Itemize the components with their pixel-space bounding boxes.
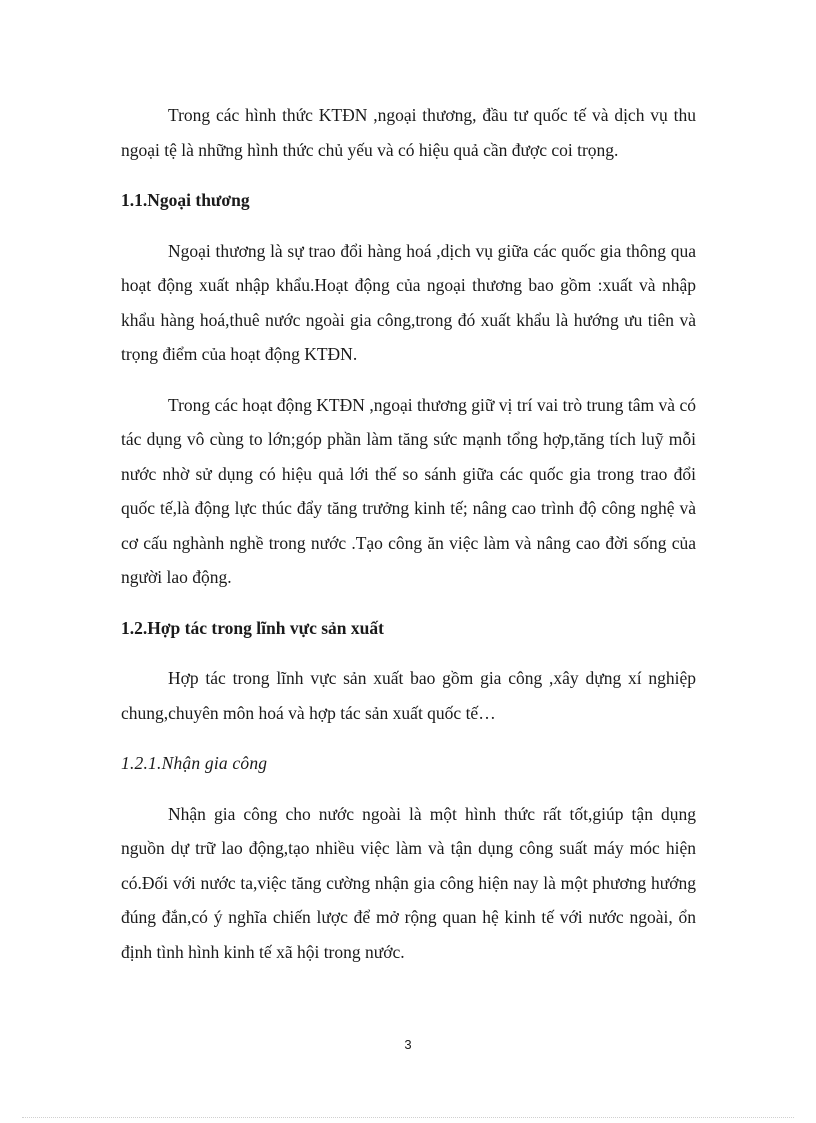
page-content	[121, 98, 696, 985]
page-bottom-edge	[22, 1117, 794, 1118]
paragraph-foreign-trade-definition: Ngoại thương là sự trao đổi hàng hoá ,dịch vụ giữa các quốc gia thông qua hoạt động xuất nhập khẩu.Hoạt động của ngoại thương bao gồm :xuất và nhập khẩu hàng hoá,thuê nước ngoài gia công,trong đó xuất khẩu là hướng ưu tiên và trọng điểm của hoạt động KTĐN.	[121, 240, 696, 364]
section-heading-1-2: 1.2.Hợp tác trong lĩnh vực sản xuất	[121, 617, 384, 638]
paragraph-production-cooperation: Hợp tác trong lĩnh vực sản xuất bao gồm gia công ,xây dựng xí nghiệp chung,chuyên môn hoá và hợp tác sản xuất quốc tế…	[121, 668, 696, 723]
page-number: 3	[404, 1037, 412, 1052]
paragraph-processing: Nhận gia công cho nước ngoài là một hình thức rất tốt,giúp tận dụng nguồn dự trữ lao động,tạo nhiều việc làm và tận dụng công suất máy móc hiện có.Đối với nước ta,việc tăng cường nhận gia công hiện nay là một phương hướng đúng đắn,có ý nghĩa chiến lược để mở rộng quan hệ kinh tế với nước ngoài, ổn định tình hình kinh tế xã hội trong nước.	[121, 803, 696, 962]
section-heading-1-1: 1.1.Ngoại thương	[121, 190, 250, 210]
paragraph-intro: Trong các hình thức KTĐN ,ngoại thương, đầu tư quốc tế và dịch vụ thu ngoại tệ là những hình thức chủ yếu và có hiệu quả cần được coi trọng.	[121, 105, 696, 160]
section-heading-1-2-1: 1.2.1.Nhận gia công	[121, 753, 268, 773]
paragraph-foreign-trade-role: Trong các hoạt động KTĐN ,ngoại thương giữ vị trí vai trò trung tâm và có tác dụng vô cùng to lớn;góp phần làm tăng sức mạnh tổng hợp,tăng tích luỹ mỗi nước nhờ sử dụng có hiệu quả lới thế so sánh giữa các quốc gia trong trao đổi quốc tế,là động lực thúc đẩy tăng trưởng kinh tế; nâng cao trình độ công nghệ và cơ cấu nghành nghề trong nước .Tạo công ăn việc làm và nâng cao đời sống của người lao động.	[121, 394, 696, 587]
